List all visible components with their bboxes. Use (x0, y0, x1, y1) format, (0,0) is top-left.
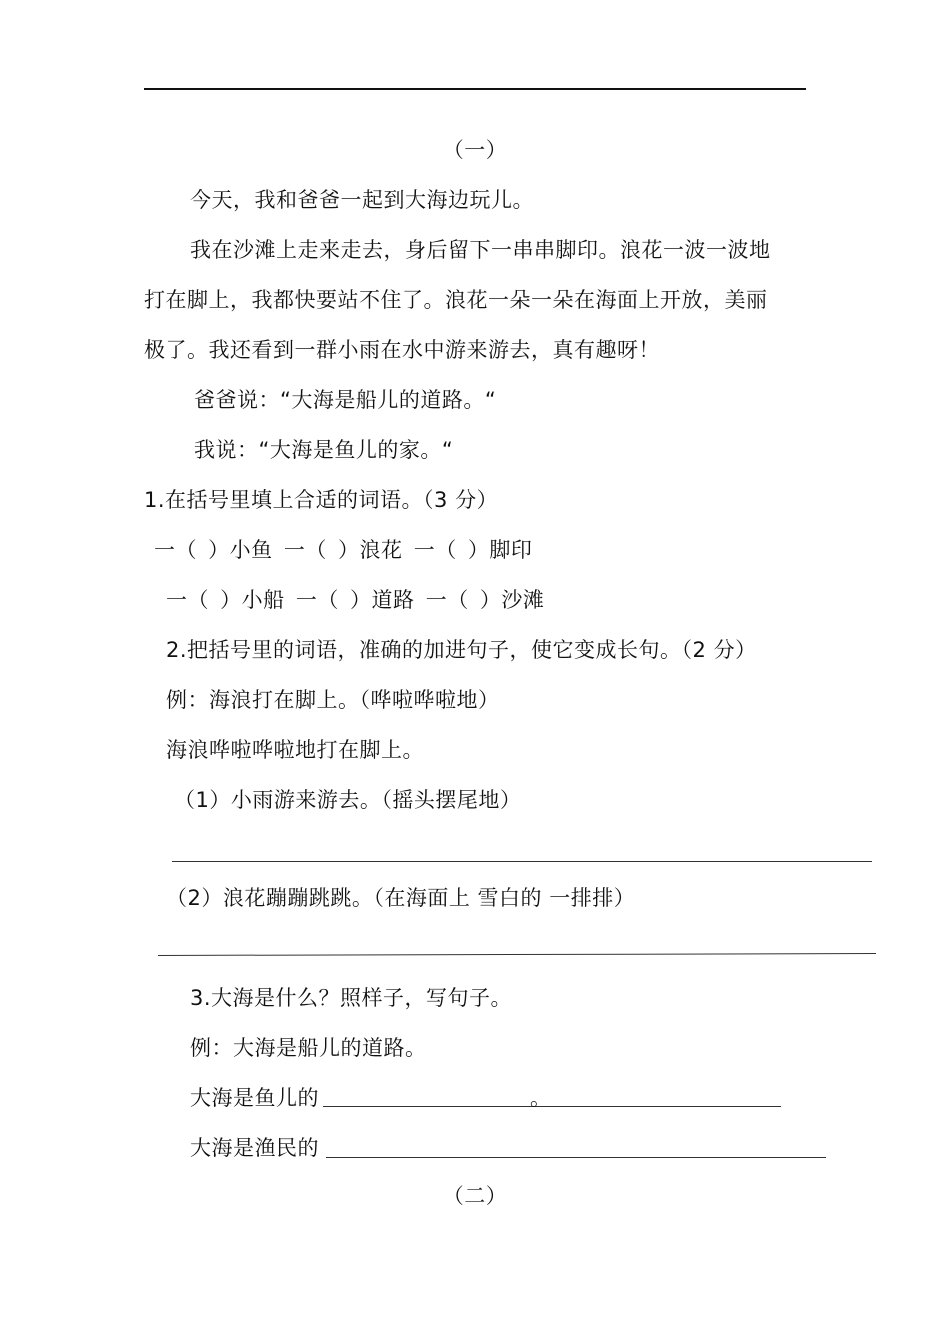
passage-paragraph-3: 爸爸说：“大海是船儿的道路。“ (194, 388, 497, 412)
question-3-line-1-period: 。 (530, 1086, 552, 1110)
question-3-line-1-prefix: 大海是鱼儿的 (190, 1086, 319, 1110)
answer-line-2-2[interactable] (158, 953, 876, 956)
question-3-line-2-prefix: 大海是渔民的 (190, 1136, 319, 1160)
section-1-title: （一） (442, 138, 508, 162)
passage-paragraph-2-line-2: 打在脚上，我都快要站不住了。浪花一朵一朵在海面上开放，美丽 (144, 288, 768, 312)
question-3-line-2 (190, 1134, 319, 1162)
answer-line-3-2[interactable] (326, 1157, 826, 1158)
question-2-item-2: （2）浪花蹦蹦跳跳。（在海面上 雪白的 一排排） (166, 886, 636, 910)
question-2-example-answer: 海浪哗啦哗啦地打在脚上。 (166, 738, 424, 762)
question-2-example: 例：海浪打在脚上。（哗啦哗啦地） (166, 688, 500, 712)
question-1-row-2: 一（ ）小船 一（ ）道路 一（ ）沙滩 (166, 588, 545, 612)
question-1-title: 1.在括号里填上合适的词语。（3 分） (144, 488, 499, 512)
answer-line-3-1[interactable] (323, 1106, 781, 1107)
question-2-title: 2.把括号里的词语，准确的加进句子，使它变成长句。（2 分） (166, 638, 757, 662)
passage-paragraph-1: 今天，我和爸爸一起到大海边玩儿。 (190, 188, 534, 212)
question-3-line-1 (190, 1084, 319, 1112)
passage-paragraph-2-line-3: 极了。我还看到一群小雨在水中游来游去，真有趣呀！ (144, 338, 660, 362)
question-1-row-1: 一（ ）小鱼 一（ ）浪花 一（ ）脚印 (154, 538, 533, 562)
question-3-example: 例：大海是船儿的道路。 (190, 1036, 427, 1060)
question-3-title: 3.大海是什么？照样子，写句子。 (190, 986, 513, 1010)
passage-paragraph-2-line-1: 我在沙滩上走来走去，身后留下一串串脚印。浪花一波一波地 (190, 238, 771, 262)
section-2-title: （二） (442, 1184, 508, 1208)
header-rule (144, 88, 806, 90)
answer-line-2-1[interactable] (172, 861, 872, 862)
passage-paragraph-4: 我说：“大海是鱼儿的家。“ (194, 438, 454, 462)
question-2-item-1: （1）小雨游来游去。（摇头摆尾地） (174, 788, 522, 812)
